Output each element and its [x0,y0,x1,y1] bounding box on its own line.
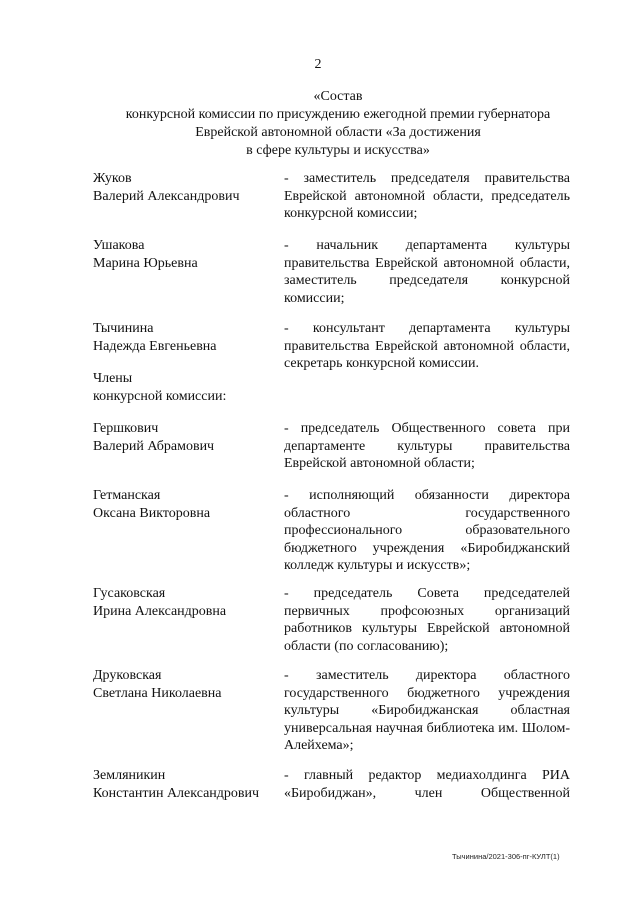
member-given-name: Валерий Абрамович [93,438,215,454]
member-role: - исполняющий обязанности директора областного государственного профессионального образовательного бюджетного учреждения «Биробиджанский колледж культуры и искусств»; [284,488,570,573]
member-surname: Земляникин [93,768,166,783]
member-name [93,237,198,272]
members-group-line: конкурсной комиссии: [93,388,227,404]
member-role: - заместитель председателя правительства Еврейской автономной области, председатель конкурсной комиссии; [284,171,570,221]
page-number: 2 [314,57,322,72]
member-role: - главный редактор медиахолдинга РИА «Биробиджан», член Общественной [284,768,570,801]
member-surname: Тычинина [93,321,154,336]
member-role: - начальник департамента культуры правительства Еврейской автономной области, заместитель председателя конкурсной комиссии; [284,238,570,306]
title-line: в сфере культуры и искусства» [246,143,430,158]
member-given-name: Валерий Александрович [93,188,240,204]
member-name [93,767,259,802]
member-surname: Ушакова [93,238,145,253]
member-surname: Гетманская [93,488,161,503]
document-footer-code: Тычинина/2021-306-пг-КУЛТ(1) [452,852,560,861]
member-given-name: Ирина Александровна [93,603,227,619]
members-group-line: Члены [93,371,133,386]
member-given-name: Надежда Евгеньевна [93,338,217,354]
member-name [93,667,222,702]
document-title [80,88,596,160]
title-line: конкурсной комиссии по присуждению ежегодной премии губернатора [125,107,551,122]
title-line: «Состав [313,89,363,104]
member-role: - консультант департамента культуры правительства Еврейской автономной области, секретарь конкурсной комиссии. [284,321,570,371]
member-given-name: Светлана Николаевна [93,685,222,701]
member-surname: Друковская [93,668,162,683]
member-role: - председатель Совета председателей первичных профсоюзных организаций работников культуры Еврейской автономной области (по согласованию); [284,586,570,654]
member-name [93,320,217,355]
member-surname: Гусаковская [93,586,166,601]
title-line: Еврейской автономной области «За достижения [195,125,481,140]
member-name [93,420,214,455]
member-given-name: Марина Юрьевна [93,255,198,271]
members-group-label [93,370,226,405]
member-given-name: Оксана Викторовна [93,505,211,521]
member-role: - председатель Общественного совета при департаменте культуры правительства Еврейской автономной области; [284,421,570,471]
member-surname: Жуков [93,171,132,186]
member-name [93,487,210,522]
member-given-name: Константин Александрович [93,785,260,801]
member-name [93,170,239,205]
member-name [93,585,226,620]
member-role: - заместитель директора областного государственного бюджетного учреждения культуры «Биробиджанская областная универсальная научная библиотека им. Шолом-Алейхема»; [284,668,570,753]
member-surname: Гершкович [93,421,159,436]
